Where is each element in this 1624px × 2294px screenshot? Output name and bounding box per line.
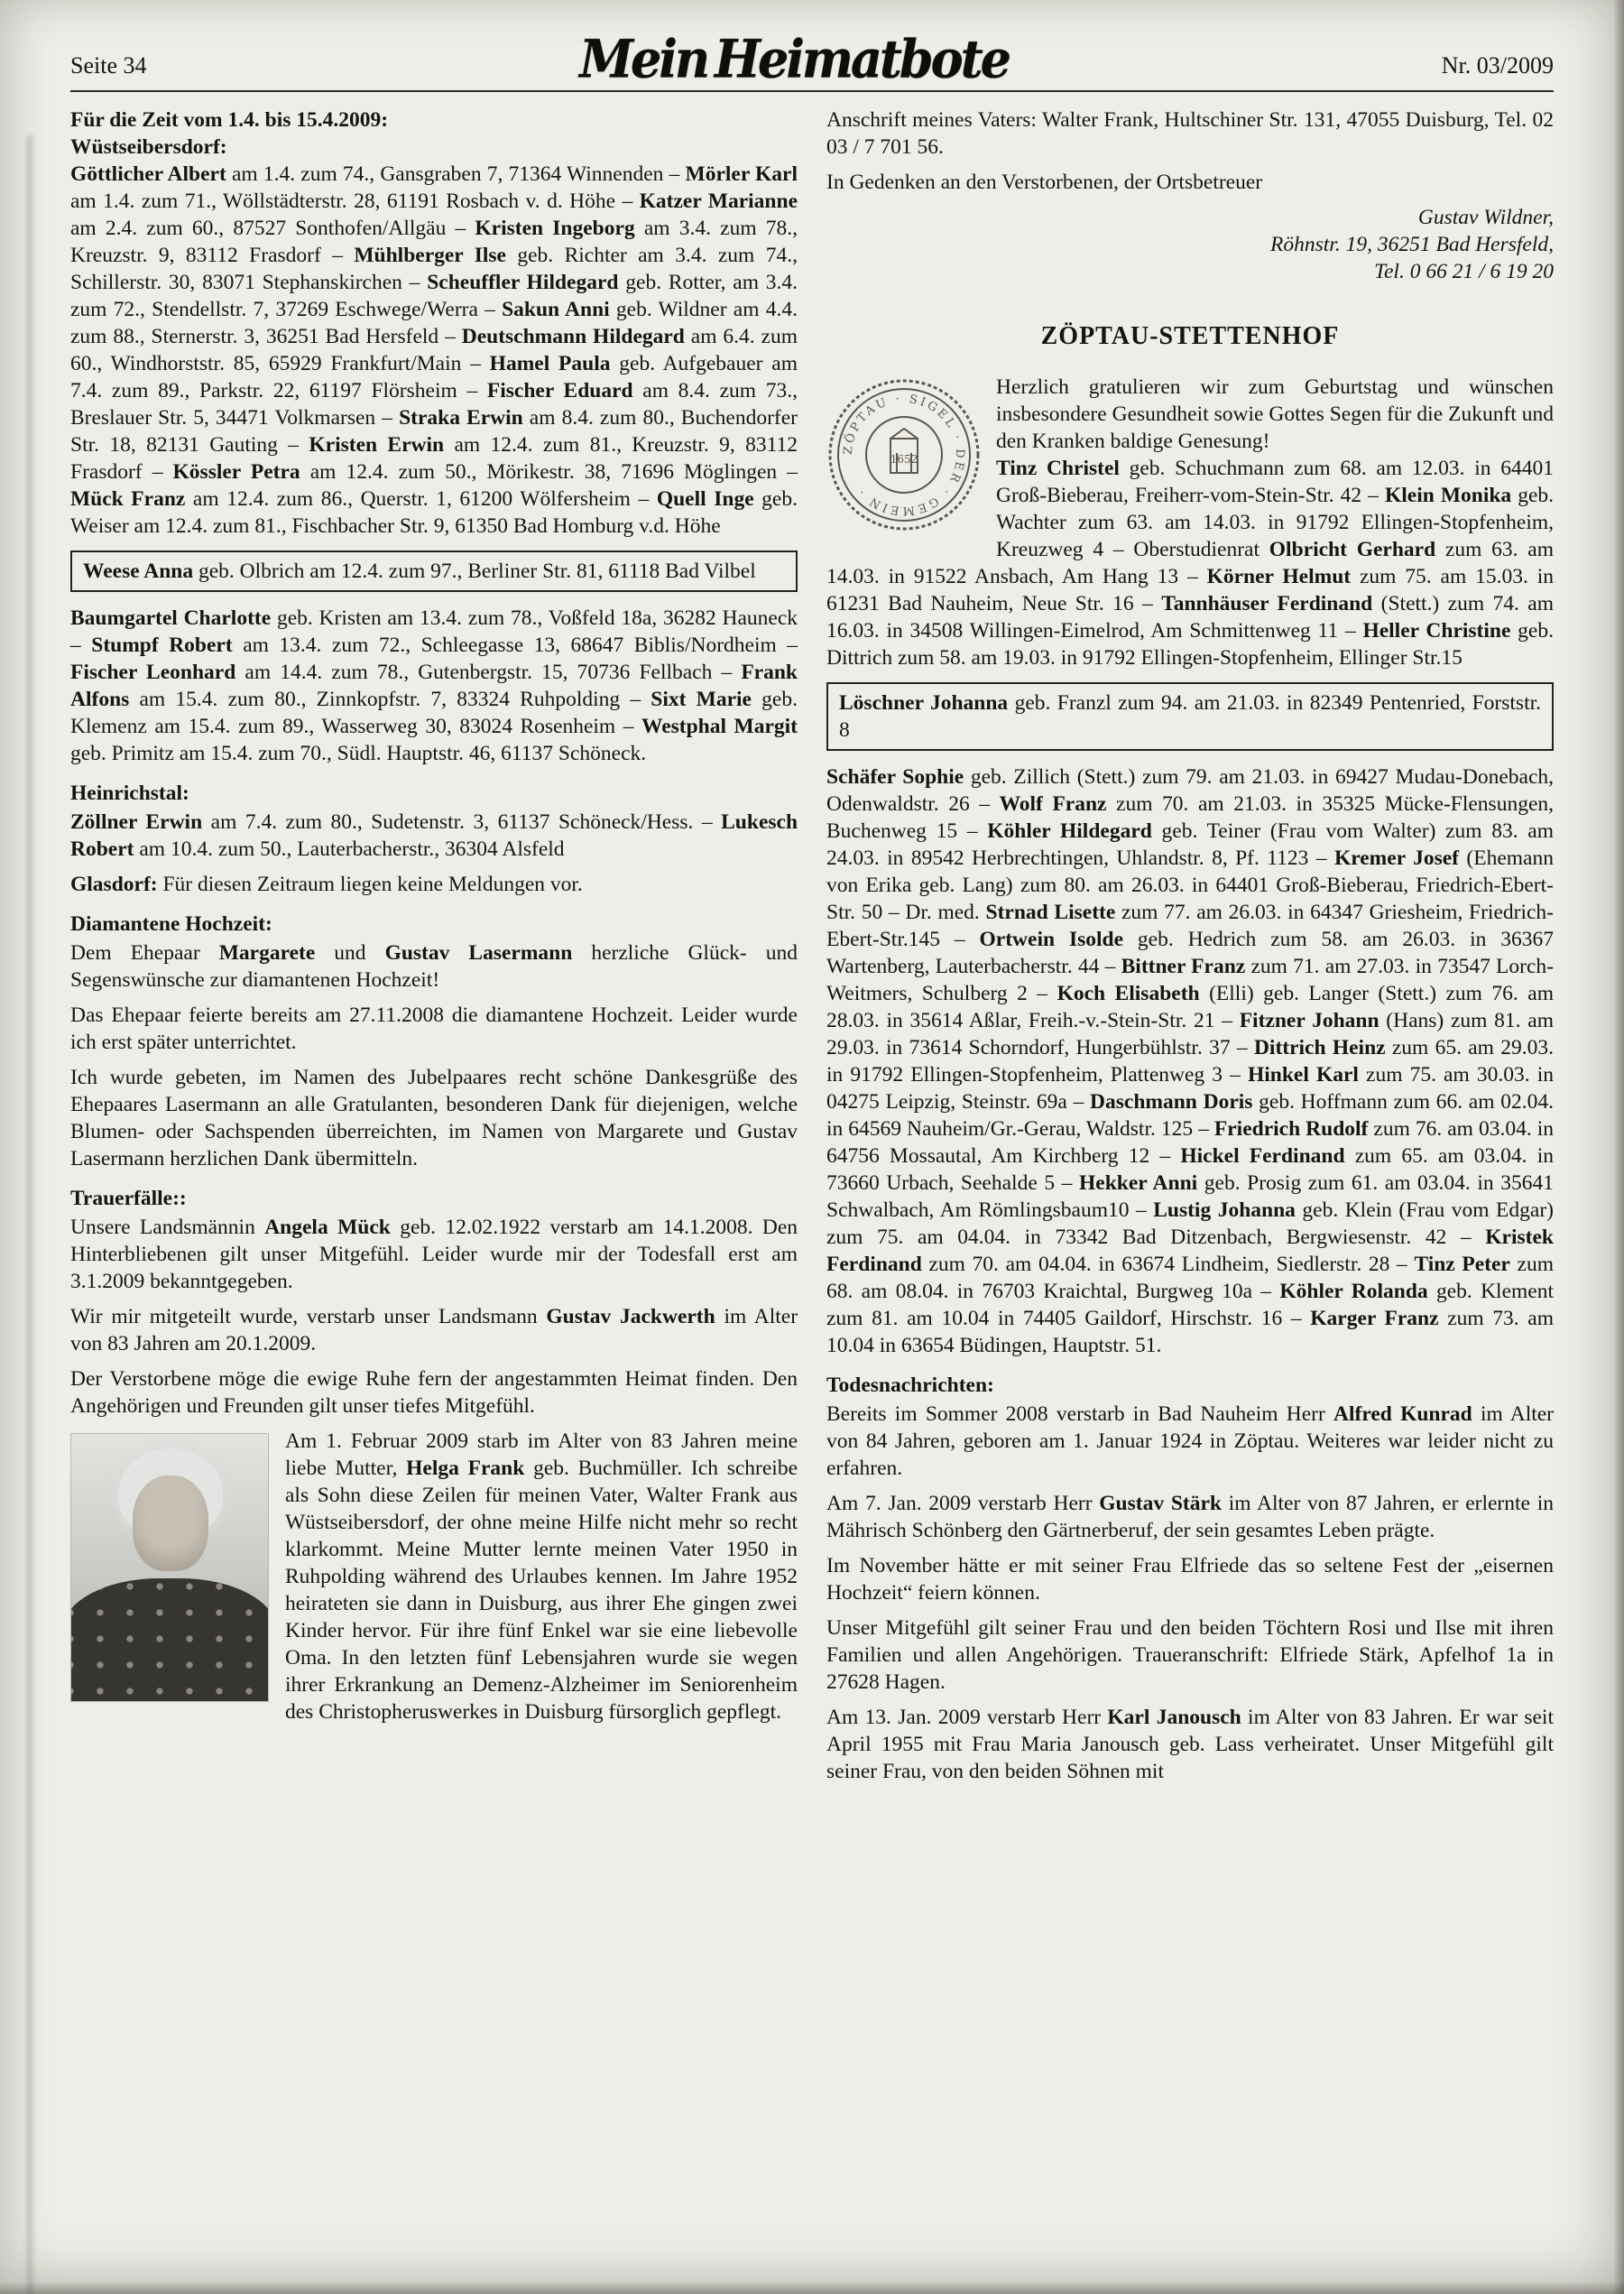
left-column [70, 106, 798, 1734]
right-column [826, 106, 1554, 1793]
paragraph: Unser Mitgefühl gilt seiner Frau und den beiden Töchtern Rosi und Ilse mit ihren Familien und allen Angehörigen. Traueranschrift: Elfriede Stärk, Apfelhof 1a in 27628 Hagen. [826, 1616, 1554, 1694]
boxed-entry: Weese Anna geb. Olbrich am 12.4. zum 97., Berliner Str. 81, 61118 Bad Vilbel [70, 550, 798, 592]
svg-text:1652: 1652 [890, 453, 918, 466]
paragraph: Unsere Landsmännin Angela Mück geb. 12.02.1922 verstarb am 14.1.2008. Den Hinterbliebenen gilt unser Mitgefühl. Leider wurde mir der Todesfall erst am 3.1.2009 bekanntgegeben. [70, 1216, 798, 1293]
photo-artwork [133, 1475, 208, 1571]
section-heading: Todesnachrichten: [826, 1374, 994, 1397]
paragraph: Ich wurde gebeten, im Namen des Jubelpaares recht schöne Dankesgrüße des Ehepaares Lasermann an alle Gratulanten, besonderen Dank für diejenigen, welche Blumen- oder Sachspenden überreichten, im Namen von Margarete und Gustav Lasermann herzlichen Dank übermitteln. [70, 1066, 798, 1170]
section-title: ZÖPTAU-STETTENHOF [1040, 322, 1340, 350]
paragraph: Der Verstorbene möge die ewige Ruhe fern der angestammten Heimat finden. Den Angehörigen und Freunden gilt unser tiefes Mitgefühl. [70, 1367, 798, 1418]
paragraph: Am 13. Jan. 2009 verstarb Herr Karl Janousch im Alter von 83 Jahren. Er war seit April 1955 mit Frau Maria Janousch geb. Lass verheiratet. Unser Mitgefühl gilt seiner Frau, von den beiden Söhnen mit [826, 1706, 1554, 1783]
signature-block: Gustav Wildner, Röhnstr. 19, 36251 Bad Hersfeld, Tel. 0 66 21 / 6 19 20 [1270, 206, 1554, 283]
section-label: Wüstseibersdorf: [70, 135, 227, 159]
paragraph: Am 7. Jan. 2009 verstarb Herr Gustav Stärk im Alter von 87 Jahren, er erlernte in Mährisch Schönberg den Gärtnerberuf, der sein gesamtes Leben prägte. [826, 1492, 1554, 1542]
paragraph: Das Ehepaar feierte bereits am 27.11.2008 die diamantene Hochzeit. Leider wurde ich erst später unterrichtet. [70, 1004, 798, 1054]
photo-paragraph: Am 1. Februar 2009 starb im Alter von 83 Jahren meine liebe Mutter, Helga Frank geb. Buchmüller. Ich schreibe als Sohn diese Zeilen für meinen Vater, Walter Frank aus Wüstseibersdorf, der ohne meine Hilfe nicht mehr so recht klarkommt. Meine Mutter lernte meinen Vater 1950 in Ruhpolding während des Urlaubes kennen. Im Jahre 1952 heirateten sie dann in Duisburg, aus ihrer Ehe gingen zwei Kinder hervor. Für ihre fünf Enkel war sie eine liebevolle Oma. In den letzten fünf Lebensjahren wurde sie wegen ihrer Erkrankung an Demenz-Alzheimer im Seniorenheim des Christopheruswerkes in Duisburg fürsorglich gepflegt. [70, 1428, 798, 1725]
page-header [70, 27, 1554, 90]
page-edge-shadow [0, 2281, 1624, 2294]
paragraph: Göttlicher Albert am 1.4. zum 74., Gansgraben 7, 71364 Winnenden – Mörler Karl am 1.4. zum 71., Wöllstädterstr. 28, 61191 Rosbach v. d. Höhe – Katzer Marianne am 2.4. zum 60., 87527 Sonthofen/Allgäu – Kristen Ingeborg am 3.4. zum 78., Kreuzstr. 9, 83112 Frasdorf – Mühlberger Ilse geb. Richter am 3.4. zum 74., Schillerstr. 30, 83071 Stephanskirchen – Scheuffler Hildegard geb. Rotter, am 3.4. zum 72., Stendellstr. 7, 37269 Eschwege/Werra – Sakun Anni geb. Wildner am 4.4. zum 88., Sternerstr. 3, 36251 Bad Hersfeld – Deutschmann Hildegard am 6.4. zum 60., Windhorststr. 85, 65929 Frankfurt/Main – Hamel Paula geb. Aufgebauer am 7.4. zum 89., Parkstr. 22, 61197 Flörsheim – Fischer Eduard am 8.4. zum 73., Breslauer Str. 5, 34471 Volkmarsen – Straka Erwin am 8.4. zum 80., Buchendorfer Str. 18, 82131 Gauting – Kristen Erwin am 12.4. zum 81., Kreuzstr. 9, 83112 Frasdorf – Kössler Petra am 12.4. zum 50., Mörikestr. 38, 71696 Möglingen – Mück Franz am 12.4. zum 86., Querstr. 1, 61200 Wölfersheim – Quell Inge geb. Weiser am 12.4. zum 81., Fischbacher Str. 9, 61350 Bad Homburg v.d. Höhe [70, 162, 798, 538]
section-heading: Trauerfälle:: [70, 1187, 187, 1210]
paragraph: Glasdorf: Für diesen Zeitraum liegen keine Meldungen vor. [70, 873, 583, 896]
section-heading: Diamantene Hochzeit: [70, 912, 272, 936]
paragraph: In Gedenken an den Verstorbenen, der Ortsbetreuer [826, 171, 1263, 194]
page-edge-shadow [27, 135, 32, 2294]
paragraph: Anschrift meines Vaters: Walter Frank, Hultschiner Str. 131, 47055 Duisburg, Tel. 02 03 / 7 701 56. [826, 108, 1554, 159]
paragraph: Zöllner Erwin am 7.4. zum 80., Sudetenstr. 3, 61137 Schöneck/Hess. – Lukesch Robert am 10.4. zum 50., Lauterbacherstr., 36304 Alsfeld [70, 810, 798, 861]
portrait-photo [70, 1433, 269, 1702]
seal-graphic [826, 377, 982, 532]
svg-text:ZÖPTAU · SIGEL · DER · GEMEIN: ZÖPTAU · SIGEL · DER · GEMEIN · [841, 392, 966, 518]
page-edge-shadow [1613, 0, 1624, 2294]
page-number: Seite 34 [70, 52, 147, 79]
photo-artwork [70, 1578, 269, 1701]
section-label: Für die Zeit vom 1.4. bis 15.4.2009: [70, 108, 389, 132]
paragraph: Baumgartel Charlotte geb. Kristen am 13.4. zum 78., Voßfeld 18a, 36282 Hauneck – Stumpf Robert am 13.4. zum 72., Schleegasse 13, 68647 Biblis/Nordheim – Fischer Leonhard am 14.4. zum 78., Gutenbergstr. 15, 70736 Fellbach – Frank Alfons am 15.4. zum 80., Zinnkopfstr. 7, 83324 Ruhpolding – Sixt Marie geb. Klemenz am 15.4. zum 89., Wasserweg 30, 83024 Rosenheim – Westphal Margit geb. Primitz am 15.4. zum 70., Südl. Hauptstr. 46, 61137 Schöneck. [70, 606, 798, 765]
paragraph: Im November hätte er mit seiner Frau Elfriede das so seltene Fest der „eisernen Hochzeit“ feiern können. [826, 1554, 1554, 1605]
paragraph: Schäfer Sophie geb. Zillich (Stett.) zum 79. am 21.03. in 69427 Mudau-Donebach, Odenwaldstr. 26 – Wolf Franz zum 70. am 21.03. in 35325 Mücke-Flensungen, Buchenweg 15 – Köhler Hildegard geb. Teiner (Frau vom Walter) zum 83. am 24.03. in 89542 Herbrechtingen, Uhlandstr. 8, Pf. 1123 – Kremer Josef (Ehemann von Erika geb. Lang) zum 80. am 26.03. in 64401 Groß-Bieberau, Friedrich-Ebert-Str. 50 – Dr. med. Strnad Lisette zum 77. am 26.03. in 64347 Griesheim, Friedrich-Ebert-Str.145 – Ortwein Isolde geb. Hedrich zum 58. am 26.03. in 36367 Wartenberg, Lauterbacherstr. 44 – Bittner Franz zum 71. am 27.03. in 73547 Lorch-Weitmers, Schulberg 2 – Koch Elisabeth (Elli) geb. Langer (Stett.) zum 76. am 28.03. in 35614 Aßlar, Freih.-v.-Stein-Str. 21 – Fitzner Johann (Hans) zum 81. am 29.03. in 73614 Schorndorf, Hungerbühlstr. 37 – Dittrich Heinz zum 65. am 29.03. in 91792 Ellingen-Stopfenheim, Plattenweg 3 – Hinkel Karl zum 75. am 30.03. in 04275 Leipzig, Steinstr. 69a – Daschmann Doris geb. Hoffmann zum 66. am 02.04. in 64569 Nauheim/Gr.-Gerau, Waldstr. 125 – Friedrich Rudolf zum 76. am 03.04. in 64756 Mossautal, Am Kirchberg 12 – Hickel Ferdinand zum 65. am 03.04. in 73660 Urbach, Seehalde 5 – Hekker Anni geb. Prosig zum 61. am 03.04. in 35641 Schwalbach, Am Römlingsbaum10 – Lustig Johanna geb. Klein (Frau vom Edgar) zum 75. am 04.04. in 73342 Bad Ditzenbach, Bergwiesenstr. 42 – Kristek Ferdinand zum 70. am 04.04. in 63674 Lindheim, Siedlerstr. 28 – Tinz Peter zum 68. am 08.04. in 76703 Kraichtal, Burgweg 10a – Köhler Rolanda geb. Klement zum 81. am 10.04 in 74405 Gaildorf, Hirschstr. 16 – Karger Franz zum 73. am 10.04 in 63654 Büdingen, Hauptstr. 51. [826, 765, 1555, 1357]
masthead-logo: Mein Heimatbote [579, 27, 1009, 90]
paragraph: Wir mir mitgeteilt wurde, verstarb unser Landsmann Gustav Jackwerth im Alter von 83 Jahren am 20.1.2009. [70, 1305, 798, 1355]
section-heading: Heinrichstal: [70, 782, 189, 805]
boxed-entry: Löschner Johanna geb. Franzl zum 94. am 21.03. in 82349 Pentenried, Forststr. 8 [826, 682, 1554, 751]
zoeptau-seal [826, 377, 982, 532]
seal-paragraph: ZÖPTAU · SIGEL · DER · GEMEIN · 1652 Herzlich gratulieren wir zum Geburtstag und wünschen insbesondere Gesundheit sowie Gottes Segen für die Zukunft und den Kranken baldige Genesung! Tinz Christel geb. Schuchmann zum 68. am 12.03. in 64401 Groß-Bieberau, Freiherr-vom-Stein-Str. 42 – Klein Monika geb. Wachter zum 63. am 14.03. in 91792 Ellingen-Stopfenheim, Kreuzweg 4 – Oberstudienrat Olbricht Gerhard zum 63. am 14.03. in 91522 Ansbach, Am Hang 13 – Körner Helmut zum 75. am 15.03. in 61231 Bad Nauheim, Neue Str. 16 – Tannhäuser Ferdinand (Stett.) zum 74. am 16.03. in 34508 Willingen-Eimelrod, Am Schmittenweg 11 – Heller Christine geb. Dittrich zum 58. am 19.03. in 91792 Ellingen-Stopfenheim, Ellinger Str.15 [826, 375, 1555, 670]
paragraph: Bereits im Sommer 2008 verstarb in Bad Nauheim Herr Alfred Kunrad im Alter von 84 Jahren, geboren am 1. Januar 1924 in Zöptau. Weiteres war leider nicht zu erfahren. [826, 1402, 1555, 1480]
header-divider [70, 90, 1554, 92]
issue-number: Nr. 03/2009 [1441, 52, 1554, 79]
paragraph: Dem Ehepaar Margarete und Gustav Lasermann herzliche Glück- und Segenswünsche zur diamantenen Hochzeit! [70, 941, 798, 992]
